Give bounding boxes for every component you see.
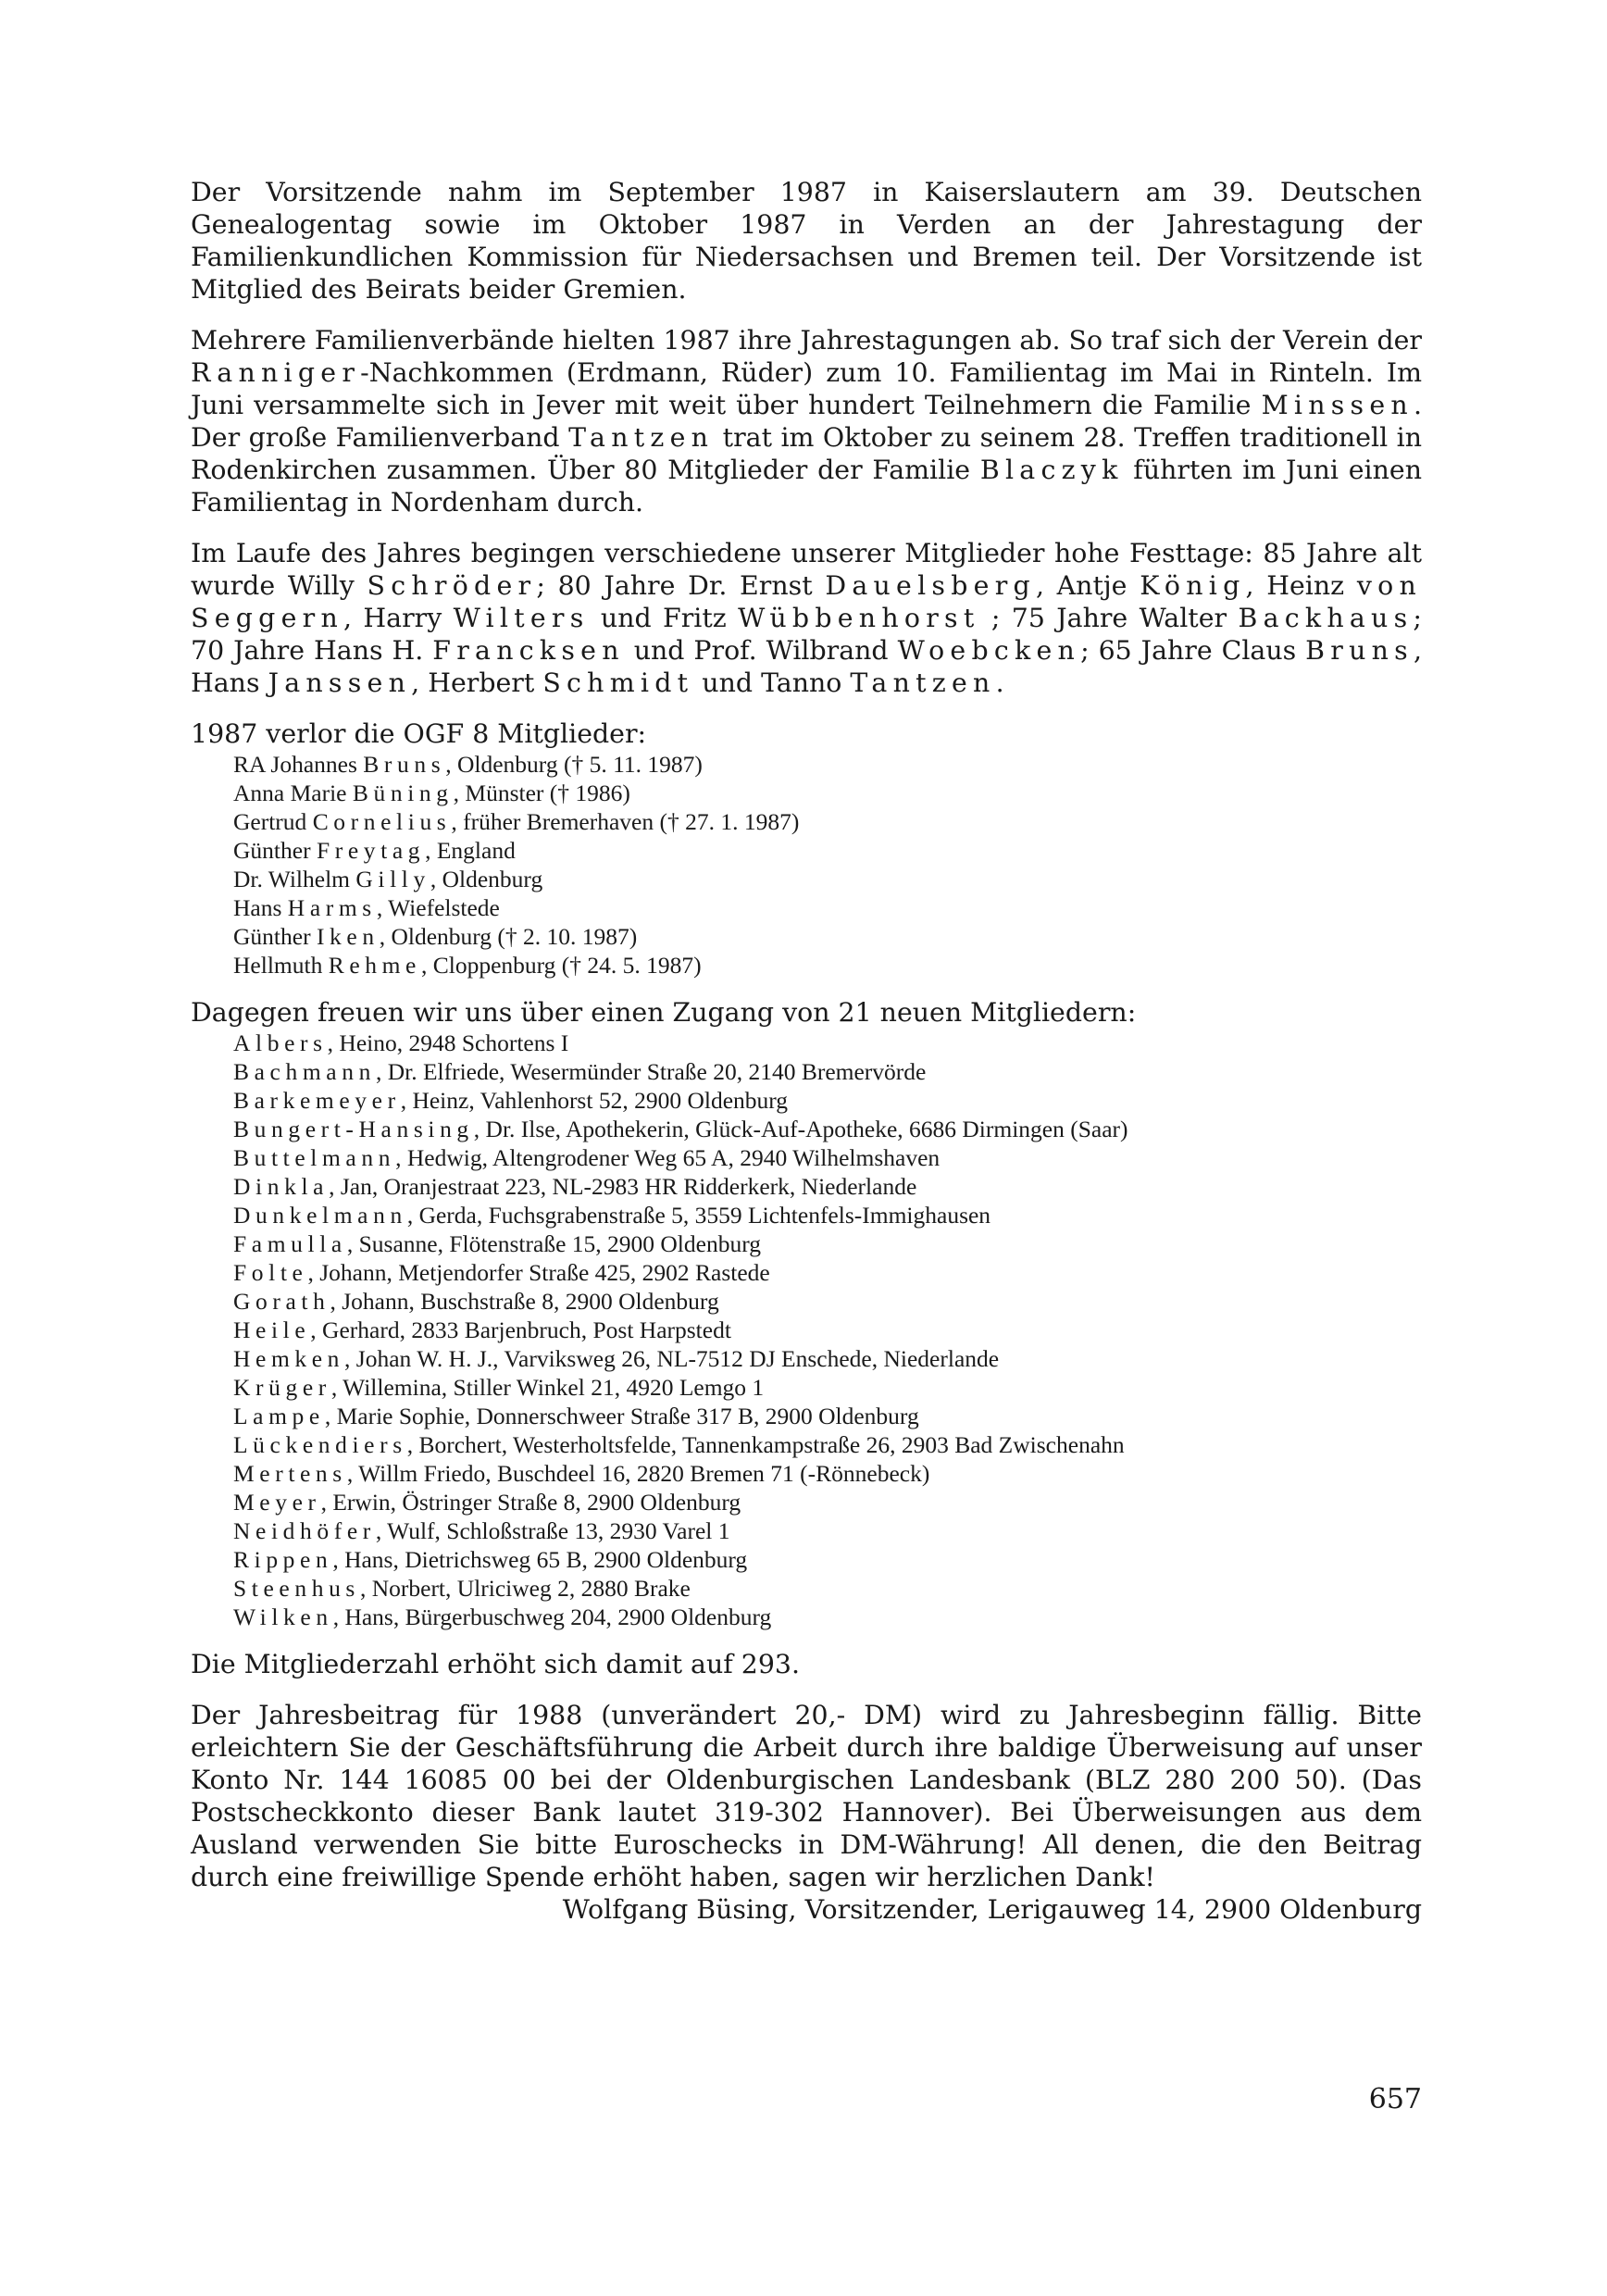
paragraph-text: , Herbert bbox=[411, 668, 543, 698]
paragraph bbox=[191, 537, 1422, 699]
paragraph-text: ; 80 Jahre Dr. Ernst bbox=[536, 570, 826, 601]
paragraph-text: und Tanno bbox=[693, 668, 851, 698]
member-surname: Gilly bbox=[355, 866, 430, 892]
emphasized-name: Francksen bbox=[432, 635, 625, 666]
emphasized-name: Minssen bbox=[1261, 390, 1414, 420]
member-details: , Dr. Elfriede, Wesermünder Straße 20, 2140 Bremervörde bbox=[375, 1058, 927, 1085]
new-member bbox=[233, 1258, 1422, 1287]
intro-paragraphs bbox=[191, 176, 1422, 699]
member-surname: Gorath bbox=[233, 1288, 330, 1315]
member-prefix: Hellmuth bbox=[233, 952, 329, 979]
member-surname: Iken bbox=[316, 923, 380, 950]
paragraph-text: Mehrere Familienverbände hielten 1987 ihre Jahrestagungen ab. So traf sich der Verein der bbox=[191, 325, 1422, 356]
document-page bbox=[191, 176, 1422, 1926]
deceased-heading: 1987 verlor die OGF 8 Mitglieder: bbox=[191, 718, 647, 749]
member-details: , Johan W. H. J., Varviksweg 26, NL-7512 DJ Enschede, Niederlande bbox=[344, 1345, 1000, 1372]
member-surname: Krüger bbox=[233, 1374, 331, 1401]
new-member bbox=[233, 1086, 1422, 1115]
member-details: , Hedwig, Altengrodener Weg 65 A, 2940 Wilhelmshaven bbox=[395, 1144, 941, 1171]
member-details: , Hans, Bürgerbuschweg 204, 2900 Oldenburg bbox=[332, 1603, 772, 1630]
deceased-member bbox=[233, 836, 1422, 865]
member-details: , Dr. Ilse, Apothekerin, Glück-Auf-Apotheke, 6686 Dirmingen (Saar) bbox=[473, 1116, 1128, 1142]
paragraph-text: Der Vorsitzende nahm im September 1987 in Kaiserslautern am 39. Deutschen Genealogentag sowie im Oktober 1987 in Verden an der Jahrestagung der Familienkundlichen Kommission für Niedersachsen und Bremen teil. Der Vorsitzende ist Mitglied des Beirats beider Gremien. bbox=[191, 177, 1422, 305]
member-surname: Buttelmann bbox=[233, 1144, 396, 1171]
deceased-member bbox=[233, 807, 1422, 836]
member-details: , Wiefelstede bbox=[376, 894, 500, 921]
member-details: , England bbox=[425, 837, 516, 864]
emphasized-name: Tantzen bbox=[568, 422, 715, 453]
emphasized-name: König bbox=[1140, 570, 1246, 601]
member-details: , Oldenburg († 5. 11. 1987) bbox=[445, 751, 703, 778]
new-member bbox=[233, 1201, 1422, 1229]
member-details: , Jan, Oranjestraat 223, NL-2983 HR Ridderkerk, Niederlande bbox=[329, 1173, 917, 1200]
member-details: , Oldenburg († 2. 10. 1987) bbox=[379, 923, 638, 950]
emphasized-name: Wilters bbox=[453, 603, 590, 633]
member-surname: Folte bbox=[233, 1259, 308, 1286]
emphasized-name: Backhaus bbox=[1238, 603, 1414, 633]
member-details: , Norbert, Ulriciweg 2, 2880 Brake bbox=[359, 1575, 691, 1602]
new-member bbox=[233, 1373, 1422, 1402]
member-surname: Steenhus bbox=[233, 1575, 360, 1602]
member-surname: Mertens bbox=[233, 1460, 347, 1487]
member-surname: Dinkla bbox=[233, 1173, 330, 1200]
member-details: , Cloppenburg († 24. 5. 1987) bbox=[420, 952, 702, 979]
member-surname: Neidhöfer bbox=[233, 1517, 376, 1544]
member-surname: Albers bbox=[233, 1029, 328, 1056]
member-details: , Willm Friedo, Buschdeel 16, 2820 Bremen 71 (-Rönnebeck) bbox=[346, 1460, 930, 1487]
paragraph-text: und Prof. Wilbrand bbox=[624, 635, 898, 666]
deceased-member bbox=[233, 865, 1422, 893]
new-member bbox=[233, 1603, 1422, 1631]
emphasized-name: Ranniger bbox=[191, 357, 361, 388]
member-details: , Heinz, Vahlenhorst 52, 2900 Oldenburg bbox=[400, 1087, 789, 1114]
new-member bbox=[233, 1029, 1422, 1057]
member-prefix: Dr. Wilhelm bbox=[233, 866, 356, 892]
paragraph-text: ; 65 Jahre Claus bbox=[1080, 635, 1306, 666]
member-prefix: Gertrud bbox=[233, 808, 313, 835]
paragraph-text: , Heinz bbox=[1245, 570, 1357, 601]
signature: Wolfgang Büsing, Vorsitzender, Lerigauweg 14, 2900 Oldenburg bbox=[562, 1894, 1422, 1925]
paragraph-text: . Der große Familienverband bbox=[191, 390, 1422, 453]
new-member bbox=[233, 1143, 1422, 1172]
member-surname: Harms bbox=[287, 894, 377, 921]
member-surname: Freytag bbox=[316, 837, 426, 864]
new-member bbox=[233, 1229, 1422, 1258]
paragraph bbox=[191, 176, 1422, 306]
member-surname: Hemken bbox=[233, 1345, 345, 1372]
member-details: , Oldenburg bbox=[430, 866, 543, 892]
paragraph-text: ; 75 Jahre Walter bbox=[979, 603, 1239, 633]
new-member bbox=[233, 1430, 1422, 1459]
paragraph-text: Im Laufe des Jahres begingen verschiedene unserer Mitglieder hohe Festtage: 85 Jahre alt wurde Willy bbox=[191, 538, 1422, 601]
member-surname: Bruns bbox=[363, 751, 446, 778]
paragraph-text: , Harry bbox=[343, 603, 454, 633]
emphasized-name: Schmidt bbox=[542, 668, 694, 698]
member-details: , früher Bremerhaven († 27. 1. 1987) bbox=[451, 808, 800, 835]
member-count-paragraph: Die Mitgliederzahl erhöht sich damit auf 293. bbox=[191, 1649, 801, 1679]
member-details: , Erwin, Östringer Straße 8, 2900 Oldenburg bbox=[320, 1489, 741, 1516]
member-details: , Münster († 1986) bbox=[453, 780, 630, 806]
member-surname: Cornelius bbox=[312, 808, 452, 835]
member-surname: Bungert-Hansing bbox=[233, 1116, 474, 1142]
member-details: , Hans, Dietrichsweg 65 B, 2900 Oldenburg bbox=[332, 1546, 748, 1573]
new-members-list bbox=[233, 1029, 1422, 1631]
deceased-member bbox=[233, 750, 1422, 779]
new-member bbox=[233, 1488, 1422, 1516]
paragraph bbox=[191, 324, 1422, 518]
member-prefix: RA Johannes bbox=[233, 751, 364, 778]
member-details: , Wulf, Schloßstraße 13, 2930 Varel 1 bbox=[375, 1517, 730, 1544]
paragraph-text: und Fritz bbox=[589, 603, 739, 633]
new-member bbox=[233, 1459, 1422, 1488]
member-prefix: Günther bbox=[233, 923, 317, 950]
member-details: , Borchert, Westerholtsfelde, Tannenkampstraße 26, 2903 Bad Zwischenahn bbox=[406, 1431, 1125, 1458]
emphasized-name: Wübbenhorst bbox=[738, 603, 980, 633]
new-member bbox=[233, 1316, 1422, 1344]
member-surname: Famulla bbox=[233, 1230, 347, 1257]
member-surname: Lampe bbox=[233, 1403, 325, 1429]
paragraph-text: , Hans bbox=[191, 635, 1423, 698]
emphasized-name: Blaczyk bbox=[979, 455, 1124, 485]
deceased-member bbox=[233, 893, 1422, 922]
page-number: 657 bbox=[1368, 2083, 1422, 2115]
member-prefix: Hans bbox=[233, 894, 288, 921]
member-details: , Johann, Buschstraße 8, 2900 Oldenburg bbox=[330, 1288, 719, 1315]
paragraph-text: . bbox=[995, 668, 1004, 698]
emphasized-name: Bruns bbox=[1305, 635, 1414, 666]
emphasized-name: Schröder bbox=[367, 570, 537, 601]
member-surname: Wilken bbox=[233, 1603, 333, 1630]
member-surname: Büning bbox=[352, 780, 454, 806]
emphasized-name: Janssen bbox=[268, 668, 412, 698]
paragraph-text: ; 70 Jahre Hans H. bbox=[191, 603, 1422, 666]
member-prefix: Anna Marie bbox=[233, 780, 353, 806]
emphasized-name: Dauelsberg bbox=[825, 570, 1036, 601]
new-member bbox=[233, 1057, 1422, 1086]
deceased-list bbox=[233, 750, 1422, 980]
member-details: , Heino, 2948 Schortens I bbox=[327, 1029, 569, 1056]
paragraph-text: , Antje bbox=[1035, 570, 1140, 601]
member-details: , Gerda, Fuchsgrabenstraße 5, 3559 Lichtenfels-Immighausen bbox=[406, 1202, 991, 1229]
emphasized-name: Woebcken bbox=[897, 635, 1081, 666]
emphasized-name: von Seggern bbox=[191, 570, 1422, 633]
new-member bbox=[233, 1287, 1422, 1316]
new-member bbox=[233, 1545, 1422, 1574]
member-surname: Dunkelmann bbox=[233, 1202, 407, 1229]
member-details: , Willemina, Stiller Winkel 21, 4920 Lemgo 1 bbox=[330, 1374, 765, 1401]
member-surname: Barkemeyer bbox=[233, 1087, 401, 1114]
new-member bbox=[233, 1574, 1422, 1603]
new-members-heading: Dagegen freuen wir uns über einen Zugang von 21 neuen Mitgliedern: bbox=[191, 997, 1137, 1028]
member-surname: Heile bbox=[233, 1316, 311, 1343]
new-member bbox=[233, 1344, 1422, 1373]
member-surname: Bachmann bbox=[233, 1058, 376, 1085]
new-member bbox=[233, 1172, 1422, 1201]
member-surname: Lückendiers bbox=[233, 1431, 407, 1458]
new-member bbox=[233, 1115, 1422, 1143]
emphasized-name: Tantzen bbox=[850, 668, 996, 698]
dues-paragraph: Der Jahresbeitrag für 1988 (unverändert 20,- DM) wird zu Jahresbeginn fällig. Bitte erleichtern Sie der Geschäftsführung die Arbeit durch ihre baldige Überweisung auf unser Konto Nr. 144 16085 00 bei der Oldenburgischen Landesbank (BLZ 280 200 50). (Das Postscheckkonto dieser Bank lautet 319-302 Hannover). Bei Überweisungen aus dem Ausland verwenden Sie bitte Euroschecks in DM-Währung! All denen, die den Beitrag durch eine freiwillige Spende erhöht haben, sagen wir herzlichen Dank! bbox=[191, 1700, 1422, 1892]
new-member bbox=[233, 1402, 1422, 1430]
member-prefix: Günther bbox=[233, 837, 317, 864]
member-surname: Meyer bbox=[233, 1489, 321, 1516]
member-details: , Johann, Metjendorfer Straße 425, 2902 Rastede bbox=[307, 1259, 770, 1286]
paragraph-text: führten im Juni einen Familientag in Nordenham durch. bbox=[191, 455, 1422, 518]
member-details: , Susanne, Flötenstraße 15, 2900 Oldenburg bbox=[346, 1230, 761, 1257]
member-surname: Rehme bbox=[328, 952, 421, 979]
deceased-member bbox=[233, 922, 1422, 951]
deceased-member bbox=[233, 779, 1422, 807]
member-surname: Rippen bbox=[233, 1546, 333, 1573]
deceased-member bbox=[233, 951, 1422, 980]
paragraph-text: trat im Oktober zu seinem 28. Treffen traditionell in Rodenkirchen zusammen. Über 80 Mitglieder der Familie bbox=[191, 422, 1422, 485]
member-details: , Gerhard, 2833 Barjenbruch, Post Harpstedt bbox=[310, 1316, 731, 1343]
new-member bbox=[233, 1516, 1422, 1545]
paragraph-text: -Nachkommen (Erdmann, Rüder) zum 10. Familientag im Mai in Rinteln. Im Juni versammelte sich in Jever mit weit über hundert Teilnehmern die Familie bbox=[191, 357, 1422, 420]
member-details: , Marie Sophie, Donnerschweer Straße 317 B, 2900 Oldenburg bbox=[324, 1403, 919, 1429]
